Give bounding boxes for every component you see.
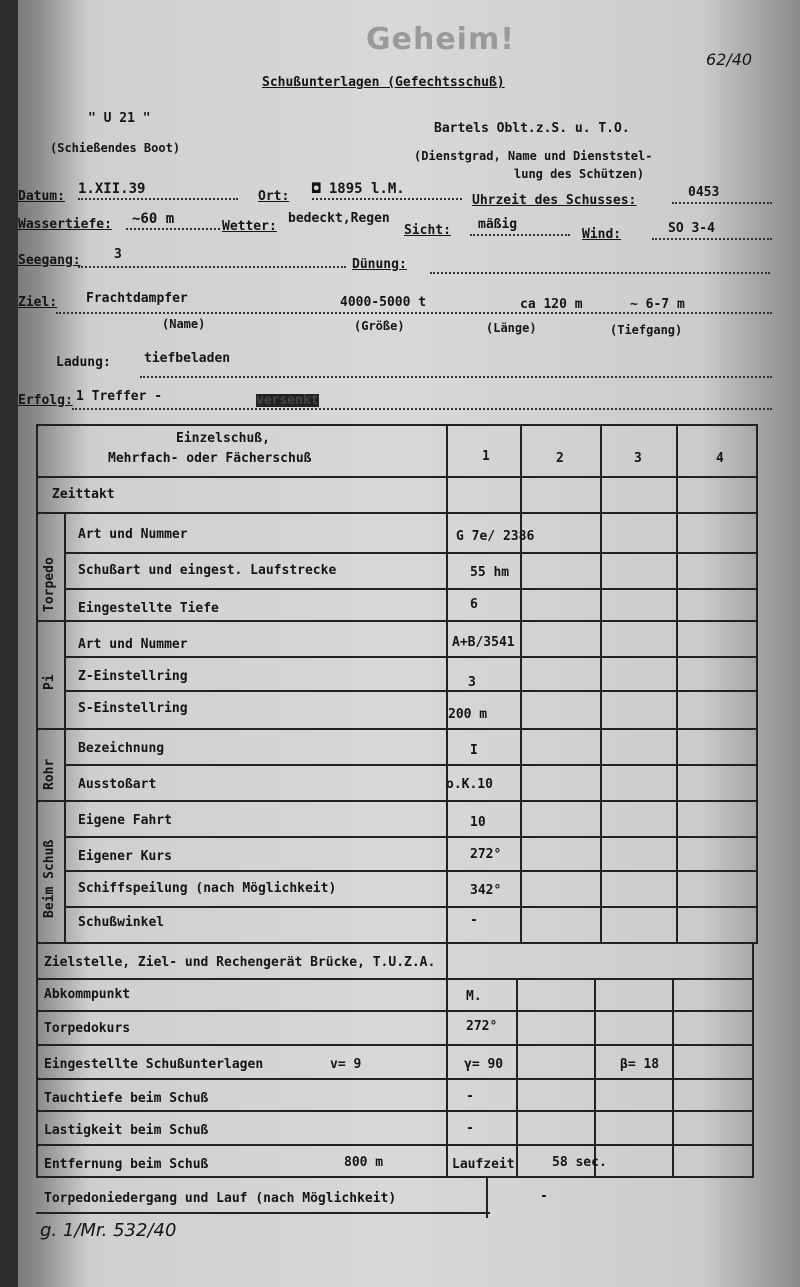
group-rohr: Rohr: [42, 758, 57, 790]
erfolg-label: Erfolg:: [18, 393, 73, 408]
val-su-gamma: γ= 90: [464, 1057, 504, 1072]
col-4: 4: [716, 451, 724, 466]
wind-label: Wind:: [582, 227, 622, 242]
col-2: 2: [556, 451, 564, 466]
ziel-tiefgang-label: (Tiefgang): [610, 323, 683, 337]
secret-stamp: Geheim!: [366, 22, 515, 57]
row-bezeichnung: Bezeichnung: [78, 741, 165, 756]
val-su-v: v= 9: [330, 1057, 362, 1072]
row-abkommpunkt: Abkommpunkt: [44, 987, 131, 1002]
table-header-2: Mehrfach- oder Fächerschuß: [108, 451, 312, 466]
row-ausstoss: Ausstoßart: [78, 777, 157, 792]
wind-value: SO 3-4: [668, 221, 715, 236]
val-art-nummer: G 7e/ 2386: [456, 529, 535, 544]
uhrzeit-value: 0453: [688, 185, 720, 200]
seegang-value: 3: [114, 247, 122, 262]
row-entfernung: Entfernung beim Schuß: [44, 1157, 209, 1172]
val-z-ring: 3: [468, 675, 476, 690]
laufzeit-label: Laufzeit: [452, 1157, 515, 1172]
val-pi-art: A+B/3541: [452, 635, 515, 650]
group-pi: Pi: [42, 674, 57, 690]
sicht-label: Sicht:: [404, 223, 451, 238]
zeittakt-label: Zeittakt: [52, 487, 115, 502]
boat-name: " U 21 ": [88, 111, 151, 126]
datum-label: Datum:: [18, 189, 65, 204]
val-winkel: -: [470, 913, 478, 928]
group-beim-schuss: Beim Schuß: [42, 839, 57, 918]
row-fahrt: Eigene Fahrt: [78, 813, 172, 828]
doc-number: 62/40: [706, 50, 753, 69]
datum-value: 1.XII.39: [78, 181, 146, 197]
val-torpedokurs: 272°: [466, 1019, 498, 1034]
val-kurs: 272°: [470, 847, 502, 862]
ziel-name-label: (Name): [162, 317, 206, 331]
scan-edge: [0, 0, 18, 1287]
shooter-label-1: (Dienstgrad, Name und Dienststel-: [414, 149, 653, 163]
val-peilung: 342°: [470, 883, 502, 898]
ladung-value: tiefbeladen: [144, 351, 231, 366]
row-s-ring: S-Einstellring: [78, 701, 188, 716]
group-torpedo: Torpedo: [42, 557, 57, 612]
col-1: 1: [482, 449, 490, 464]
ziel-groesse-label: (Größe): [354, 319, 405, 333]
boat-label: (Schießendes Boot): [50, 141, 181, 155]
ziel-label: Ziel:: [18, 295, 58, 310]
ziel-laenge: ca 120 m: [520, 297, 583, 312]
ladung-label: Ladung:: [56, 355, 111, 370]
row-pi-art: Art und Nummer: [78, 637, 188, 652]
ziel-name: Frachtdampfer: [86, 291, 188, 306]
val-bezeichnung: I: [470, 743, 478, 758]
row-schussunterlagen: Eingestellte Schußunterlagen: [44, 1057, 264, 1072]
val-fahrt: 10: [470, 815, 486, 830]
footer-note: g. 1/Mr. 532/40: [40, 1220, 177, 1241]
ort-label: Ort:: [258, 189, 290, 204]
val-tauchtiefe: -: [466, 1089, 474, 1104]
wassertiefe-value: ∼60 m: [132, 211, 175, 227]
val-s-ring: 200 m: [448, 707, 488, 722]
ziel-groesse: 4000-5000 t: [340, 295, 427, 310]
ziel-laenge-label: (Länge): [486, 321, 537, 335]
duenung-label: Dünung:: [352, 257, 407, 272]
row-winkel: Schußwinkel: [78, 915, 165, 930]
wetter-label: Wetter:: [222, 219, 277, 234]
row-tiefe: Eingestellte Tiefe: [78, 601, 219, 616]
wetter-value: bedeckt,Regen: [288, 211, 390, 226]
uhrzeit-label: Uhrzeit des Schusses:: [472, 193, 637, 208]
wassertiefe-label: Wassertiefe:: [18, 217, 112, 232]
row-lastigkeit: Lastigkeit beim Schuß: [44, 1123, 209, 1138]
val-entfernung: 800 m: [344, 1155, 384, 1170]
row-schussart: Schußart und eingest. Laufstrecke: [78, 563, 337, 578]
row-art-nummer: Art und Nummer: [78, 527, 188, 542]
val-ausstoss: o.K.10: [446, 777, 493, 792]
val-lastigkeit: -: [466, 1121, 474, 1136]
col-3: 3: [634, 451, 642, 466]
ort-value: ◘ 1895 l.M.: [312, 181, 405, 197]
seegang-label: Seegang:: [18, 253, 81, 268]
shooter-label-2: lung des Schützen): [514, 167, 645, 181]
table-header-1: Einzelschuß,: [176, 431, 270, 446]
val-abkommpunkt: M.: [466, 989, 482, 1004]
val-laufzeit: 58 sec.: [552, 1155, 607, 1170]
val-su-beta: β= 18: [620, 1057, 660, 1072]
shooter-name: Bartels Oblt.z.S. u. T.O.: [434, 121, 630, 136]
row-z-ring: Z-Einstellring: [78, 669, 188, 684]
row-torpedokurs: Torpedokurs: [44, 1021, 131, 1036]
row-kurs: Eigener Kurs: [78, 849, 172, 864]
erfolg-value: 1 Treffer -: [76, 389, 163, 404]
row-tauchtiefe: Tauchtiefe beim Schuß: [44, 1091, 209, 1106]
sicht-value: mäßig: [478, 217, 518, 232]
row-peilung: Schiffspeilung (nach Möglichkeit): [78, 881, 337, 896]
row-zielstelle: Zielstelle, Ziel- und Rechengerät Brücke, T.U.Z.A.: [44, 955, 436, 970]
erfolg-struck: versenkt: [256, 393, 319, 408]
ziel-tiefgang: ∼ 6-7 m: [630, 297, 685, 312]
row-niedergang: Torpedoniedergang und Lauf (nach Möglichkeit): [44, 1191, 397, 1206]
form-title: Schußunterlagen (Gefechtsschuß): [262, 75, 505, 90]
val-niedergang: -: [540, 1189, 548, 1204]
val-tiefe: 6: [470, 597, 478, 612]
val-schussart: 55 hm: [470, 565, 510, 580]
